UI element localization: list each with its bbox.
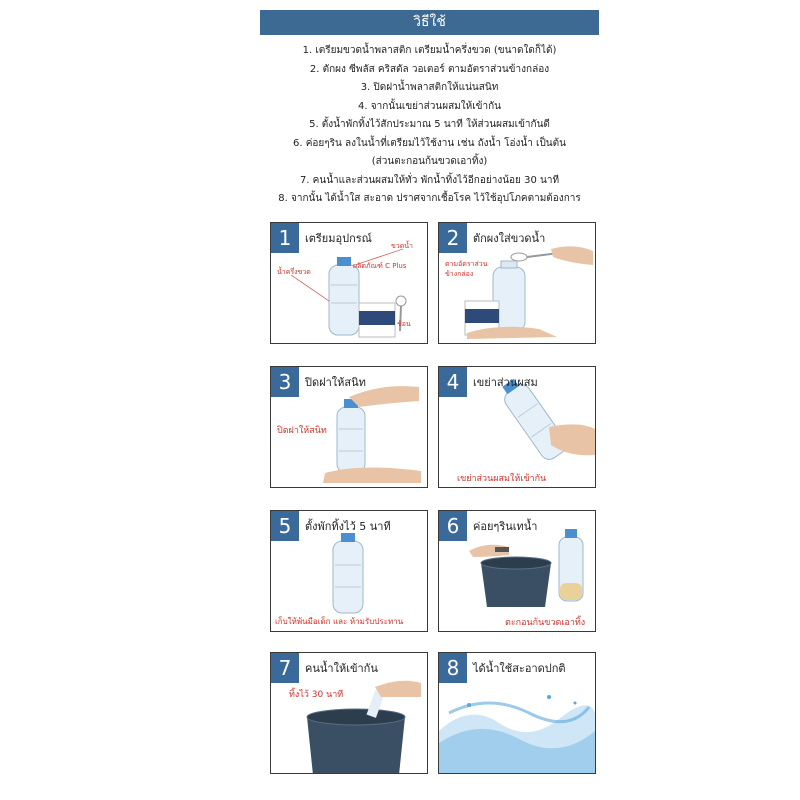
step-number-badge: 7	[271, 653, 299, 683]
step-text: 4. จากนั้นเขย่าส่วนผสมให้เข้ากัน	[358, 100, 501, 112]
step-card-1	[270, 222, 428, 344]
step-card-title: เขย่าส่วนผสม	[473, 376, 538, 389]
step-card-title: คนน้ำให้เข้ากัน	[305, 662, 378, 675]
step-card-3	[270, 366, 428, 488]
step-number-badge: 8	[439, 653, 467, 683]
label-close-cap: ปิดฝาให้สนิท	[277, 426, 327, 436]
step-card-title: ได้น้ำใช้สะอาดปกติ	[473, 662, 566, 675]
label-ratio: ตามอัตราส่วน	[445, 260, 488, 268]
product-box-label: C PLUS	[469, 303, 490, 310]
step-text: 2. ตักผง ซีพลัส คริสตัล วอเตอร์ ตามอัตราส่วนข้างกล่อง	[309, 63, 550, 75]
step-text: (ส่วนตะกอนก้นขวดเอาทิ้ง)	[371, 156, 488, 167]
step-text: 5. ตั้งน้ำพักทิ้งไว้สักประมาณ 5 นาที ให้ส่วนผสมเข้ากันดี	[309, 119, 550, 130]
product-box-label: C PLUS	[363, 305, 384, 312]
instruction-list	[260, 42, 599, 209]
step-number-badge: 4	[439, 367, 467, 397]
label-box-side: ข้างกล่อง	[445, 270, 474, 278]
step-card-title: ปิดฝาให้สนิท	[305, 376, 366, 389]
step-card-8	[438, 652, 596, 774]
label-discard-sediment: ตะกอนก้นขวดเอาทิ้ง	[505, 618, 586, 628]
step-number-badge: 1	[271, 223, 299, 253]
step-text: 7. คนน้ำและส่วนผสมให้ทั่ว พักน้ำทิ้งไว้อีกอย่างน้อย 30 นาที	[299, 174, 560, 186]
step-card-title: ตั้งพักทิ้งไว้ 5 นาที	[305, 520, 391, 533]
step-number-badge: 3	[271, 367, 299, 397]
step-card-title: เตรียมอุปกรณ์	[305, 232, 372, 245]
step-card-5	[270, 510, 428, 632]
label-mix-well: เขย่าส่วนผสมให้เข้ากัน	[457, 474, 547, 484]
step-text: 6. ค่อยๆริน ลงในน้ำที่เตรียมไว้ใช้งาน เช่น ถังน้ำ โอ่งน้ำ เป็นต้น	[293, 137, 566, 149]
step-text: 3. ปิดฝาน้ำพลาสติกให้แน่นสนิท	[360, 82, 499, 93]
page-title: วิธีใช้	[260, 10, 599, 35]
step-card-4	[438, 366, 596, 488]
label-warning: เก็บให้พ้นมือเด็ก และ ห้ามรับประทาน	[275, 617, 404, 626]
step-text: 1. เตรียมขวดน้ำพลาสติก เตรียมน้ำครึ่งขวด (ขนาดใดก็ได้)	[302, 45, 557, 56]
label-wait-30-min: ทิ้งไว้ 30 นาที	[289, 690, 344, 700]
label-half-water: น้ำครึ่งขวด	[277, 268, 311, 276]
step-number-badge: 2	[439, 223, 467, 253]
step-card-2	[438, 222, 596, 344]
step-card-7	[270, 652, 428, 774]
label-product: ผลิตภัณฑ์ C Plus	[353, 262, 407, 270]
step-card-6	[438, 510, 596, 632]
step-card-title: ตักผงใส่ขวดน้ำ	[473, 232, 546, 245]
label-spoon: ช้อน	[397, 320, 411, 328]
step-card-title: ค่อยๆรินเทน้ำ	[473, 520, 538, 533]
label-bottle: ขวดน้ำ	[391, 242, 413, 250]
step-text: 8. จากนั้น ได้น้ำใส สะอาด ปราศจากเชื้อโรค ไว้ใช้อุปโภคตามต้องการ	[278, 193, 581, 204]
step-number-badge: 5	[271, 511, 299, 541]
step-number-badge: 6	[439, 511, 467, 541]
